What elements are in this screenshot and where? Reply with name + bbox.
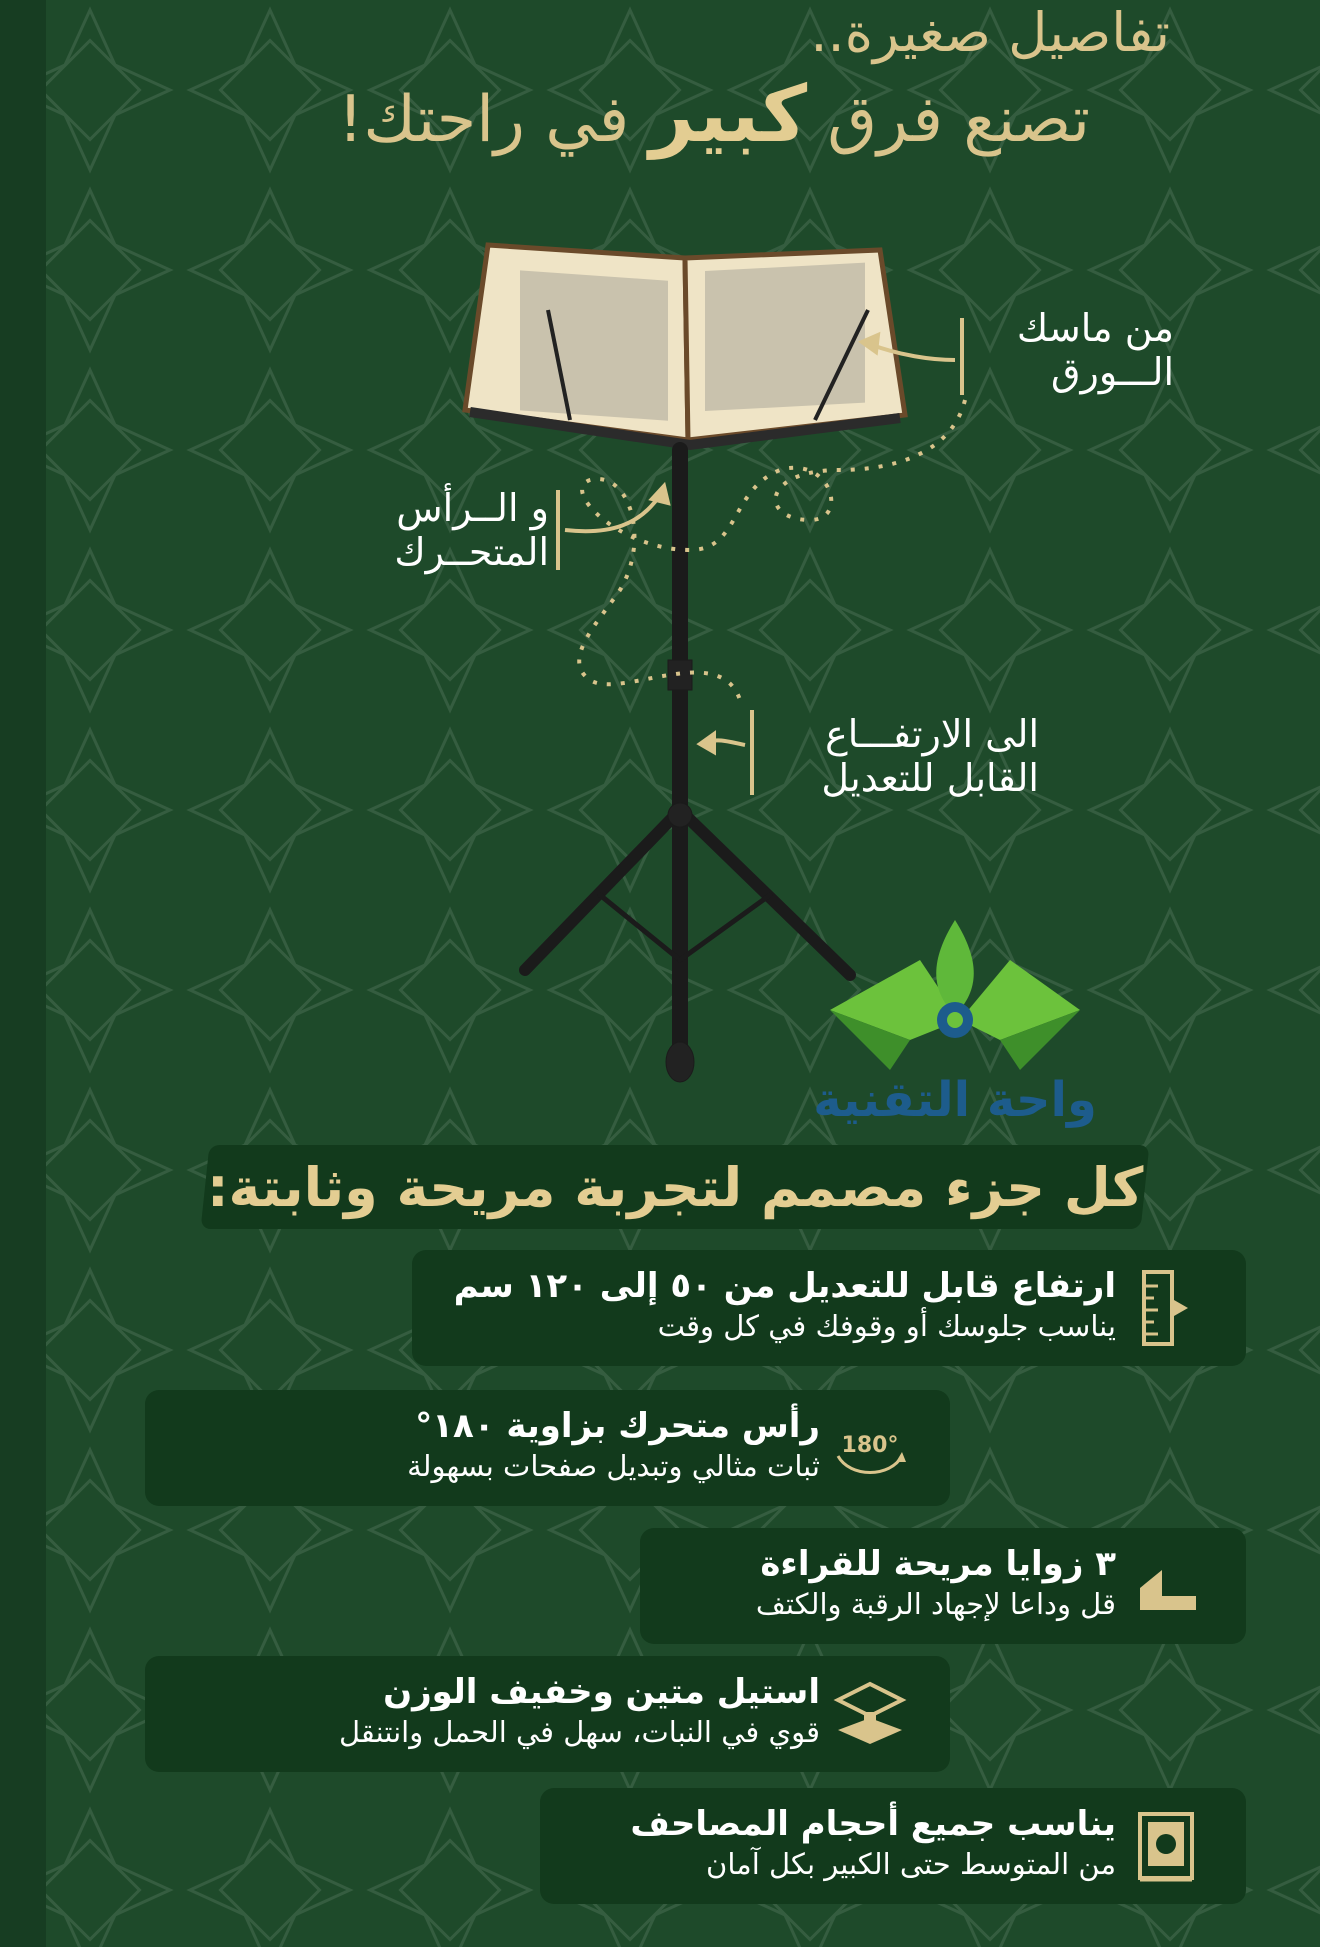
logo-text: واحة التقنية (813, 1072, 1097, 1128)
open-quran-book (465, 245, 905, 445)
callout-paper-holder: من ماسك الـــورق (1016, 306, 1174, 394)
callout-moving-head: و الــرأس المتحــرك (394, 486, 549, 574)
feature-description: من المتوسط حتى الكبير بكل آمان (706, 1847, 1116, 1881)
headline-line-2: تصنع فرق كبير في راحتك! (337, 70, 1090, 160)
svg-text:180°: 180° (841, 1433, 899, 1458)
feature-card-height (412, 1250, 1246, 1366)
feature-title: يناسب جميع أحجام المصاحف (630, 1804, 1116, 1844)
feature-description: يناسب جلوسك أو وقوفك في كل وقت (657, 1309, 1116, 1343)
headline-emphasis: كبير (649, 70, 808, 160)
rotate-180-icon (830, 1408, 910, 1488)
ruler-icon (1126, 1268, 1206, 1348)
feature-description: قل وداعا لإجهاد الرقبة والكتف (755, 1587, 1116, 1621)
feature-card-rotating-head (145, 1390, 950, 1506)
angle-icon (1126, 1546, 1206, 1626)
feature-description: ثبات مثالي وتبديل صفحات بسهولة (407, 1449, 820, 1483)
feature-title: ارتفاع قابل للتعديل من ٥٠ إلى ١٢٠ سم (453, 1266, 1116, 1306)
feature-title: استيل متين وخفيف الوزن (383, 1672, 820, 1712)
stand-frame (525, 450, 850, 1082)
book-icon (1126, 1806, 1206, 1886)
feature-card-angles (640, 1528, 1246, 1644)
feature-description: قوي في النبات، سهل في الحمل وانتنقل (338, 1715, 820, 1749)
feature-title: ٣ زوايا مريحة للقراءة (760, 1544, 1116, 1584)
features-heading: كل جزء مصمم لتجربة مريحة وثابتة: (201, 1145, 1150, 1229)
headline-line-1: تفاصيل صغيرة.. (810, 1, 1170, 64)
feature-card-book-sizes (540, 1788, 1246, 1904)
feature-card-steel (145, 1656, 950, 1772)
feature-title: رأس متحرك بزاوية ١٨٠° (415, 1406, 820, 1446)
steel-beam-icon (830, 1674, 910, 1754)
callout-adjustable-height: الى الارتفـــاع القابل للتعديل (821, 712, 1039, 800)
